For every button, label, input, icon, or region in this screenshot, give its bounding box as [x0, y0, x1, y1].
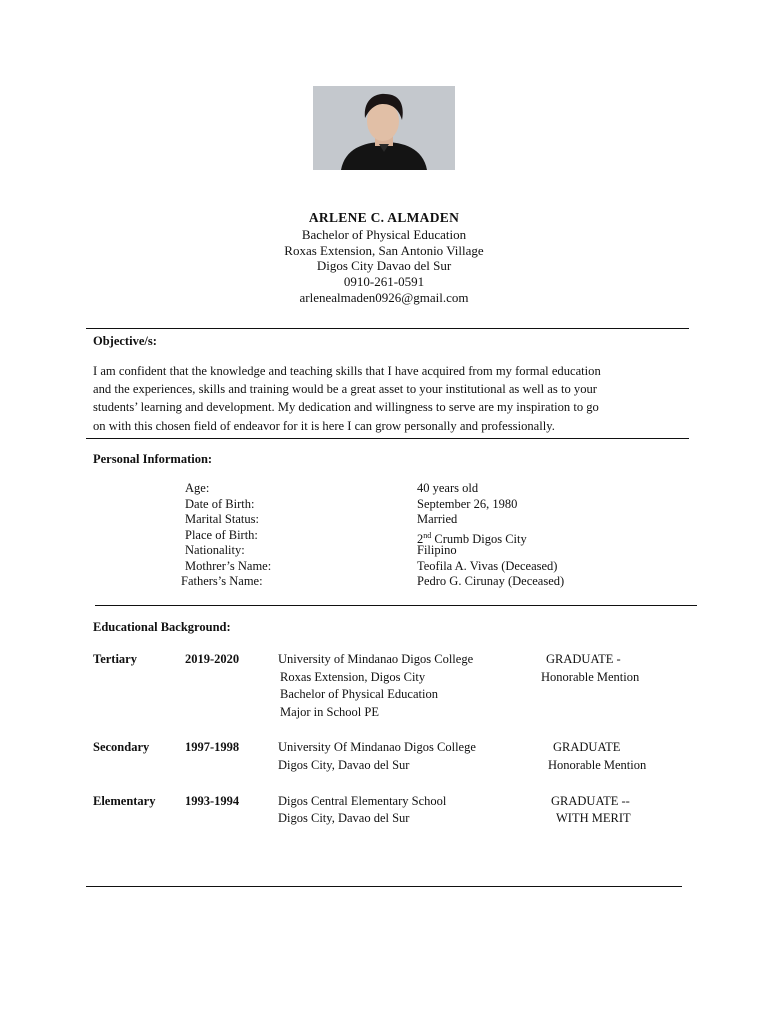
- tertiary-school: University of Mindanao Digos College: [278, 652, 474, 666]
- secondary-status: GRADUATE: [553, 740, 621, 754]
- nationality-label: Nationality:: [185, 543, 245, 557]
- father-name-value: Pedro G. Cirunay (Deceased): [417, 574, 565, 588]
- personal-values: [417, 481, 564, 590]
- personal-info-heading: Personal Information:: [93, 452, 213, 466]
- mother-name-label: Mothrer’s Name:: [185, 558, 272, 573]
- objective-line: I am confident that the knowledge and teaching skills that I have acquired from my formal education: [93, 364, 601, 378]
- marital-status-value: Married: [417, 512, 458, 526]
- tertiary-years: 2019-2020: [185, 652, 240, 666]
- elementary-school: Digos Central Elementary School: [278, 794, 447, 808]
- personal-labels: [181, 481, 272, 590]
- marital-status-label: Marital Status:: [185, 512, 259, 526]
- address-line-2: Digos City Davao del Sur: [316, 258, 452, 273]
- elementary-level: Elementary: [93, 794, 156, 808]
- elementary-status: GRADUATE --: [551, 794, 630, 808]
- dob-value: September 26, 1980: [417, 496, 518, 511]
- pob-place: Crumb Digos City: [431, 531, 527, 546]
- degree: Bachelor of Physical Education: [301, 227, 467, 242]
- divider: [86, 328, 689, 329]
- objective-line: and the experiences, skills and training would be a great asset to your institutional as well as to your: [93, 382, 597, 397]
- objective-line: students’ learning and development. My dedication and willingness to serve are my inspiration to go: [93, 400, 599, 415]
- person-portrait-icon: [313, 86, 455, 170]
- divider: [86, 886, 682, 887]
- applicant-name: ARLENE C. ALMADEN: [308, 210, 460, 225]
- mother-name-value: Teofila A. Vivas (Deceased): [417, 558, 558, 573]
- pob-label: Place of Birth:: [185, 527, 258, 542]
- pob-number: 2: [417, 531, 424, 546]
- secondary-honor: Honorable Mention: [548, 758, 647, 772]
- objective-line: on with this chosen field of endeavor for it is here I can grow personally and professionally.: [93, 418, 555, 433]
- tertiary-degree: Bachelor of Physical Education: [280, 687, 438, 701]
- email-address: arlenealmaden0926@gmail.com: [299, 290, 469, 305]
- tertiary-major: Major in School PE: [280, 705, 379, 719]
- father-name-label: Fathers’s Name:: [181, 574, 263, 588]
- elementary-address: Digos City, Davao del Sur: [278, 811, 410, 825]
- address-line-1: Roxas Extension, San Antonio Village: [284, 243, 484, 258]
- age-label: Age:: [185, 481, 210, 495]
- education-heading: Educational Background:: [93, 620, 231, 634]
- tertiary-level: Tertiary: [93, 652, 137, 666]
- profile-photo: [313, 86, 455, 170]
- pob-ordinal: nd: [423, 530, 432, 540]
- tertiary-status: GRADUATE -: [546, 652, 621, 666]
- age-value: 40 years old: [417, 481, 479, 495]
- objective-paragraph: [93, 362, 693, 435]
- nationality-value: Filipino: [417, 543, 457, 557]
- tertiary-honor: Honorable Mention: [541, 670, 640, 684]
- elementary-honor: WITH MERIT: [556, 811, 631, 825]
- pob-value: [417, 528, 564, 544]
- elementary-years: 1993-1994: [185, 794, 240, 808]
- divider: [86, 438, 689, 439]
- secondary-years: 1997-1998: [185, 740, 240, 754]
- divider: [95, 605, 697, 606]
- objective-heading: Objective/s:: [93, 334, 157, 348]
- phone-number: 0910-261-0591: [343, 274, 425, 289]
- secondary-address: Digos City, Davao del Sur: [278, 758, 410, 772]
- secondary-level: Secondary: [93, 740, 150, 754]
- secondary-school: University Of Mindanao Digos College: [278, 740, 476, 754]
- tertiary-address: Roxas Extension, Digos City: [280, 670, 426, 684]
- dob-label: Date of Birth:: [185, 496, 255, 511]
